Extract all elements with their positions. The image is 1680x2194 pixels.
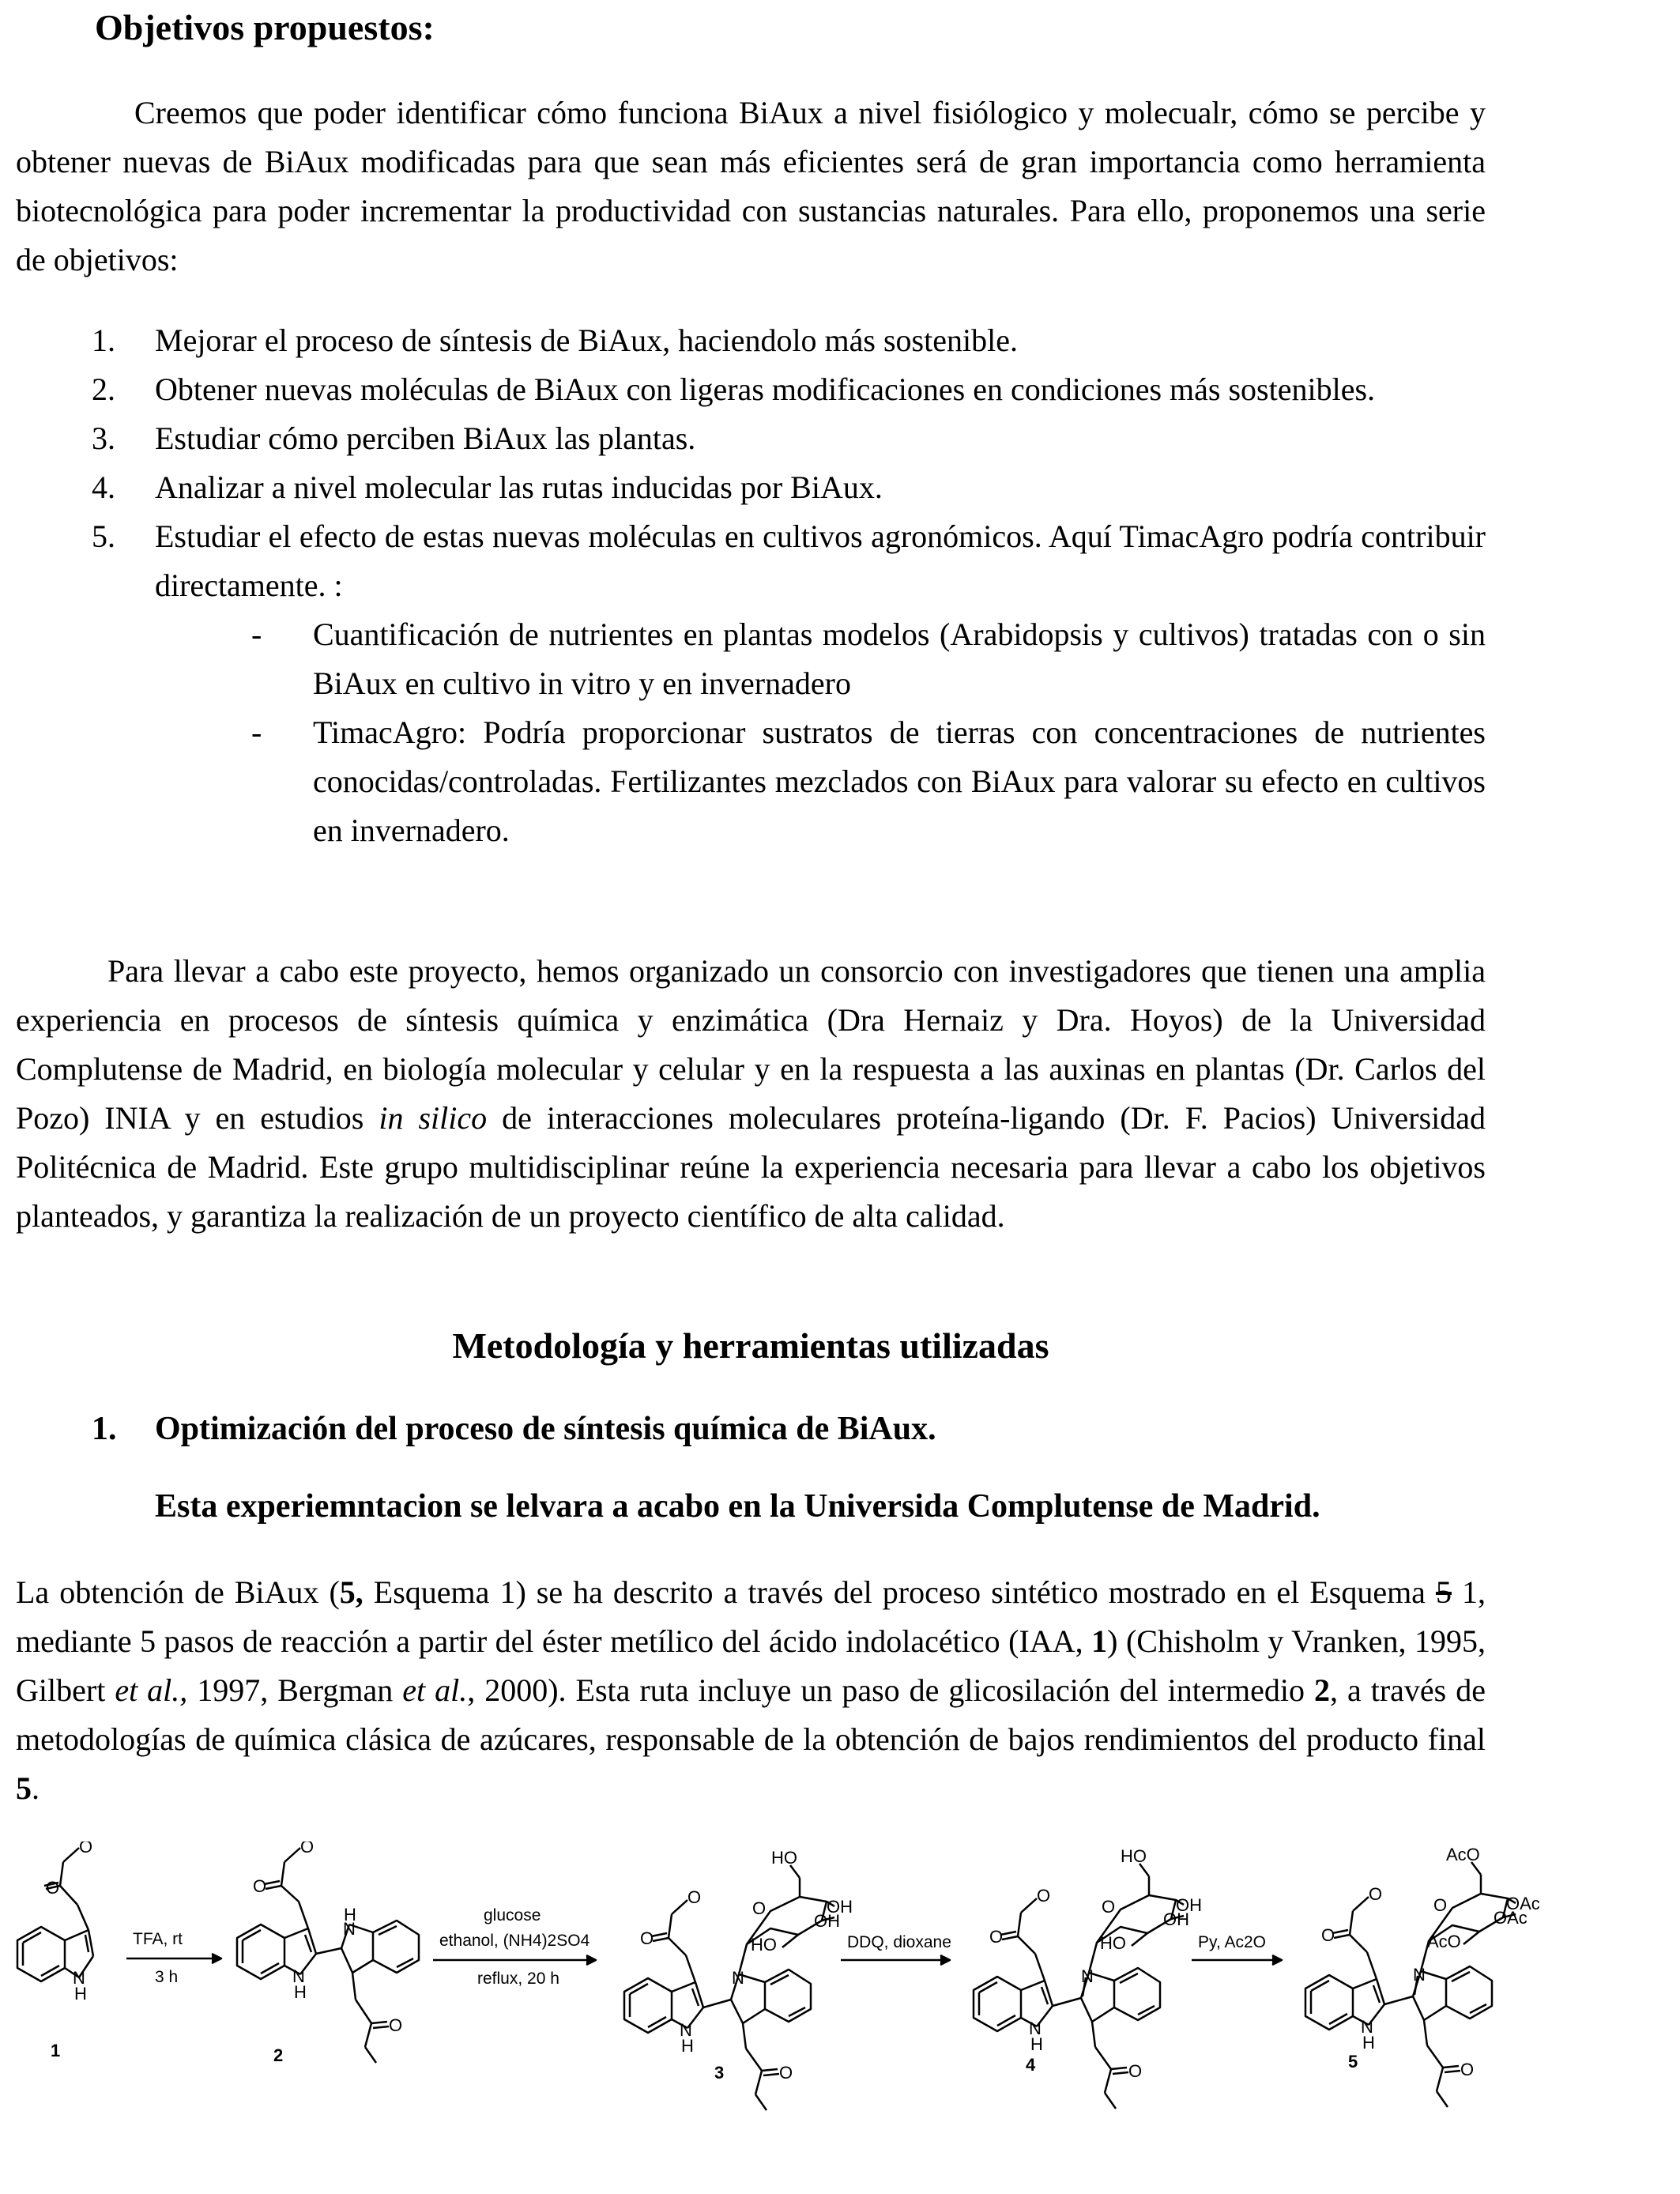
objective-number: 2. [92, 371, 115, 407]
atom-label: OH [814, 1911, 840, 1931]
atom-label: H [74, 1984, 87, 2004]
synthesis-text: La obtención de BiAux ( [16, 1574, 340, 1610]
reagent-label: glucose [484, 1906, 541, 1924]
consortium-text-2: de interacciones moleculares proteína-ligando (Dr. F. Pacios) Universidad Politécnica de Madrid. Este grupo multidisciplinar reúne la experiencia necesaria para llevar a cabo los objetivos planteados, y garantiza la realización de un proyecto científico de alta calidad. [16, 1100, 1486, 1234]
consortium-paragraph [16, 947, 1486, 1241]
sub-item [155, 610, 1486, 708]
objectives-list [16, 316, 1486, 855]
objective-text: Mejorar el proceso de síntesis de BiAux, haciendolo más sostenible. [155, 322, 1018, 358]
objective-text: Obtener nuevas moléculas de BiAux con ligeras modificaciones en condiciones más sostenibles. [155, 371, 1376, 407]
atom-label: O [1460, 2060, 1475, 2079]
synthesis-text: Esquema 1) se ha descrito a través del proceso sintético mostrado en el Esquema [363, 1574, 1436, 1610]
consortium-text-1: Para llevar a cabo este proyecto, hemos organizado un consorcio con investigadores que tienen una amplia experiencia en procesos de síntesis química y enzimática (Dra Hernaiz y Dra. Hoyos) de la Universidad Complutense de Madrid, en biología molecular y celular y en la respuesta a las auxinas en plantas (Dr. Carlos del Pozo) INIA y en estudios [16, 953, 1486, 1136]
atom-label: O [779, 2063, 793, 2083]
compound-ref: 2 [1313, 1672, 1330, 1708]
objective-number: 4. [92, 469, 115, 505]
consortium-italic: in silico [379, 1100, 488, 1136]
section-title-objetivos: Objetivos propuestos: [95, 7, 435, 47]
atom-label: N [1029, 2019, 1042, 2038]
reagent-label: DDQ, dioxane [847, 1933, 951, 1951]
objective-number: 3. [92, 420, 115, 456]
compound-1-structure [17, 1848, 93, 1981]
atom-label: O [46, 1878, 60, 1898]
atom-label: OH [827, 1897, 853, 1917]
atom-label: N [680, 2020, 692, 2040]
objective-sublist [155, 610, 1486, 855]
atom-label: N [1081, 1966, 1094, 1986]
atom-label: H [1030, 2034, 1043, 2054]
objective-item [16, 512, 1486, 855]
atom-label: O [389, 2015, 403, 2035]
atom-label: HO [751, 1935, 777, 1955]
compound-label: 2 [273, 2045, 284, 2065]
atom-label: N [1361, 2017, 1373, 2037]
sub-item-text: Cuantificación de nutrientes en plantas modelos (Arabidopsis y cultivos) tratadas con o sin BiAux en cultivo in vitro y en invernadero [313, 616, 1486, 701]
atom-label: O [1037, 1886, 1051, 1906]
sub-item-dash: - [251, 714, 262, 750]
synthesis-text: . [32, 1770, 40, 1806]
synthesis-paragraph [16, 1568, 1486, 1813]
atom-label: O [687, 1887, 702, 1907]
sub-item [155, 708, 1486, 855]
atom-label: O [1128, 2061, 1143, 2081]
synthesis-text: ) (Chisholm y Vranken, 1995, Gilbert [16, 1623, 1486, 1708]
atom-label: AcO [1446, 1845, 1480, 1864]
atom-label: N [732, 1968, 744, 1988]
atom-label: HO [1121, 1846, 1147, 1866]
atom-label: N [73, 1968, 85, 1988]
compound-label: 4 [1026, 2055, 1036, 2075]
condition-label: reflux, 20 h [477, 1970, 559, 1988]
objective-item [16, 316, 1486, 365]
synthesis-text: 1, mediante 5 pasos de reacción a partir del éster metílico del ácido indolacético (IAA, [16, 1574, 1486, 1659]
compound-ref: 1 [1091, 1623, 1108, 1659]
atom-label: OH [1163, 1909, 1189, 1929]
method-item-number: 1. [92, 1411, 117, 1447]
reagent-label: Py, Ac2O [1198, 1933, 1266, 1951]
atom-label: N [343, 1919, 356, 1939]
atom-label: O [989, 1927, 1004, 1947]
atom-label: HO [771, 1848, 797, 1868]
compound-ref: 5, [339, 1574, 363, 1610]
atom-label: H [344, 1905, 356, 1924]
atom-label: OAc [1506, 1894, 1540, 1913]
atom-label: H [1362, 2033, 1375, 2053]
objective-item [16, 463, 1486, 512]
atom-label: O [253, 1876, 267, 1896]
objective-text: Analizar a nivel molecular las rutas inducidas por BiAux. [155, 469, 883, 505]
objective-number: 1. [92, 322, 115, 358]
synthesis-text: , a través de metodologías de química clásica de azúcares, responsable de la obtención de bajos rendimientos del producto final [16, 1672, 1486, 1757]
atom-label: HO [1100, 1933, 1126, 1953]
compound-5-structure [1305, 1862, 1516, 2107]
atom-label: AcO [1427, 1932, 1461, 1951]
synthesis-text: , 2000). Esta ruta incluye un paso de glicosilación del intermedio [467, 1672, 1314, 1708]
atom-label: N [1413, 1965, 1426, 1985]
method-note: Esta experiemntacion se lelvara a acabo en la Universida Complutense de Madrid. [155, 1488, 1320, 1525]
sub-item-dash: - [251, 616, 262, 652]
compound-label: 1 [51, 2041, 61, 2060]
compound-4-structure [974, 1864, 1184, 2109]
intro-paragraph: Creemos que poder identificar cómo funciona BiAux a nivel fisiólogico y molecualr, cómo se percibe y obtener nuevas de BiAux modificadas para que sean más eficientes será de gran importancia como herramienta biotecnológica para poder incrementar la productividad con sustancias naturales. Para ello, proponemos una serie de objetivos: [16, 95, 1486, 277]
atom-label: H [294, 1982, 307, 2002]
citation-italic: et al. [402, 1672, 468, 1708]
atom-label: OAc [1494, 1908, 1527, 1928]
section-title-metodologia: Metodología y herramientas utilizadas [452, 1325, 1049, 1366]
atom-label: O [1321, 1925, 1335, 1945]
atom-label: O [300, 1842, 315, 1857]
objective-text: Estudiar cómo perciben BiAux las plantas. [155, 420, 696, 456]
compound-ref: 5 [16, 1770, 32, 1806]
method-item-title: Optimización del proceso de síntesis química de BiAux. [155, 1411, 936, 1447]
atom-label: O [1102, 1897, 1116, 1917]
sub-item-text: TimacAgro: Podría proporcionar sustratos de tierras con concentraciones de nutrientes conocidas/controladas. Fertilizantes mezclados con BiAux para valorar su efecto en cultivos en invernadero. [313, 714, 1486, 848]
citation-italic: et al., [115, 1672, 188, 1708]
objective-item [16, 365, 1486, 414]
reagent-label: ethanol, (NH4)2SO4 [439, 1932, 590, 1950]
atom-label: O [752, 1898, 767, 1918]
atom-label: N [292, 1966, 305, 1986]
strikethrough-text: 5 [1435, 1574, 1452, 1610]
reagent-label: TFA, rt [133, 1930, 183, 1948]
reaction-scheme [0, 1842, 1680, 2173]
compound-label: 5 [1348, 2052, 1358, 2071]
condition-label: 3 h [155, 1968, 179, 1986]
synthesis-text: 1997, Bergman [187, 1672, 403, 1708]
objective-item [16, 414, 1486, 463]
atom-label: O [640, 1928, 654, 1948]
compound-label: 3 [714, 2063, 725, 2083]
atom-label: O [79, 1842, 93, 1857]
atom-label: O [1369, 1884, 1383, 1904]
objective-number: 5. [92, 518, 115, 554]
compound-3-structure [624, 1865, 834, 2110]
atom-label: O [1433, 1895, 1448, 1915]
objective-text: Estudiar el efecto de estas nuevas moléculas en cultivos agronómicos. Aquí TimacAgro podría contribuir directamente. : [155, 518, 1486, 603]
atom-label: OH [1176, 1895, 1202, 1915]
atom-label: H [681, 2036, 694, 2056]
